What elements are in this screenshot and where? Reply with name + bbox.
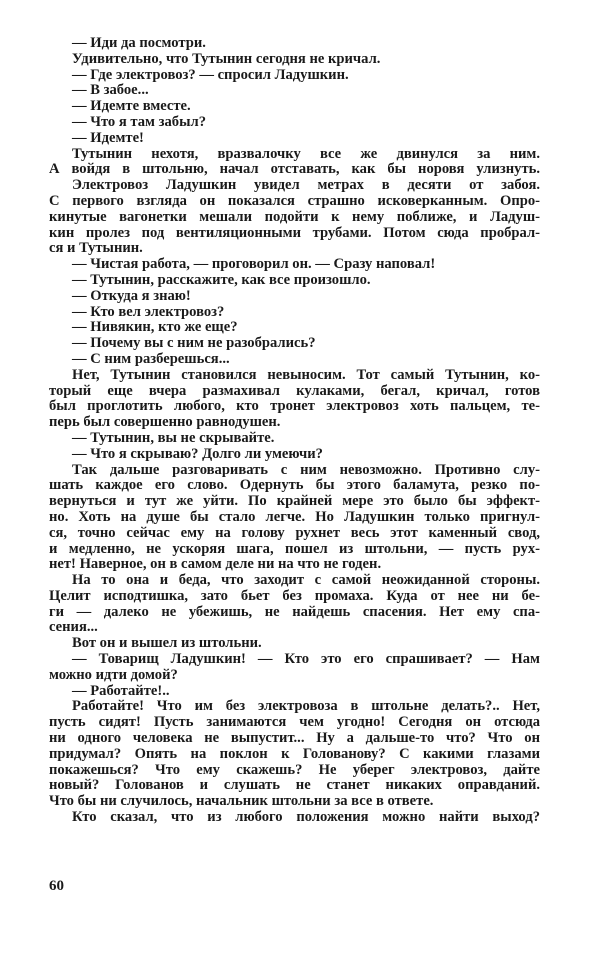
- text-line: Вот он и вышел из штольни.: [72, 635, 262, 652]
- text-line: С первого взгляда он показался страшно исковерканным. Опро-: [49, 192, 540, 209]
- book-page-text: [49, 36, 540, 826]
- text-line: — В забое...: [72, 82, 149, 99]
- text-line: кин пролез под вентиляционными трубами. Потом сюда пробрал-: [49, 224, 540, 241]
- text-line: ся и Тутынин.: [49, 240, 143, 257]
- text-line: можно идти домой?: [49, 666, 178, 683]
- text-line: — Что я там забыл?: [72, 113, 206, 130]
- text-line: нет! Наверное, он в самом деле ни на что не годен.: [49, 556, 382, 573]
- text-line: новый? Голованов и слушать не станет никаких оправданий.: [49, 777, 540, 794]
- text-line: — Кто вел электровоз?: [72, 303, 225, 320]
- text-line: но. Хоть на душе бы стало легче. Но Ладушкин только пригнул-: [49, 508, 540, 525]
- text-line: Тутынин нехотя, вразвалочку все же двинулся за ним.: [72, 145, 540, 162]
- text-line: — Где электровоз? — спросил Ладушкин.: [72, 66, 349, 83]
- text-line: — Идемте!: [72, 129, 144, 146]
- text-line: торый еще вчера размахивал кулаками, бегал, кричал, готов: [49, 382, 540, 399]
- page-number: 60: [49, 878, 64, 894]
- text-line: покажешься? Что ему скажешь? Не уберег электровоз, дайте: [49, 761, 540, 778]
- text-line: — Работайте!..: [72, 682, 170, 699]
- text-line: — Чистая работа, — проговорил он. — Сразу наповал!: [72, 256, 436, 273]
- text-line: — Иди да посмотри.: [72, 35, 206, 51]
- text-line: Целит исподтишка, зато бьет без промаха. Куда от нее ни бе-: [49, 587, 540, 604]
- text-line: Работайте! Что им без электровоза в штольне делать?.. Нет,: [72, 698, 540, 715]
- text-line: — Тутынин, вы не скрывайте.: [72, 429, 275, 446]
- text-line: Кто сказал, что из любого положения можно найти выход?: [72, 809, 540, 826]
- text-line: — Товарищ Ладушкин! — Кто это его спрашивает? — Нам: [72, 651, 540, 668]
- text-line: — Что я скрываю? Долго ли умеючи?: [72, 445, 323, 462]
- text-line: — Идемте вместе.: [72, 98, 191, 115]
- text-line: На то она и беда, что заходит с самой неожиданной стороны.: [72, 572, 540, 589]
- text-line: придумал? Опять на поклон к Голованову? С какими глазами: [49, 745, 540, 762]
- text-line: — Нивякин, кто же еще?: [72, 319, 238, 336]
- text-line: — Почему вы с ним не разобрались?: [72, 335, 316, 352]
- text-line: сения...: [49, 619, 98, 636]
- text-line: перь был совершенно равнодушен.: [49, 414, 281, 431]
- text-line: шать каждое его слово. Одернуть бы этого баламута, резко по-: [49, 477, 540, 494]
- text-line: Электровоз Ладушкин увидел метрах в десяти от забоя.: [72, 177, 540, 194]
- text-line: — С ним разберешься...: [72, 350, 230, 367]
- text-line: ги — далеко не убежишь, не найдешь спасения. Нет ему спа-: [49, 603, 540, 620]
- text-line: Так дальше разговаривать с ним невозможно. Противно слу-: [72, 461, 540, 478]
- text-line: пусть сидят! Пусть занимаются чем угодно! Сегодня он отсюда: [49, 714, 540, 731]
- text-line: — Тутынин, расскажите, как все произошло.: [72, 271, 371, 288]
- text-line: ся, точно сейчас ему на голову рухнет весь этот каменный свод,: [49, 524, 540, 541]
- text-line: был проглотить любого, кто тронет электровоз хоть пальцем, те-: [49, 398, 540, 415]
- text-line: Удивительно, что Тутынин сегодня не кричал.: [72, 50, 381, 67]
- text-line: А войдя в штольню, начал отставать, как бы норовя улизнуть.: [49, 161, 540, 178]
- text-line: — Откуда я знаю!: [72, 287, 191, 304]
- text-line: ни одного человека не выпустит... Ну а дальше-то что? Что он: [49, 730, 540, 747]
- text-line: вернуться и тут же уйти. По крайней мере это было бы эффект-: [49, 493, 540, 510]
- text-line: Нет, Тутынин становился невыносим. Тот самый Тутынин, ко-: [72, 366, 540, 383]
- text-line: и медленно, не ускоряя шага, пошел из штольни, — пусть рух-: [49, 540, 540, 557]
- text-line: Что бы ни случилось, начальник штольни за все в ответе.: [49, 793, 434, 810]
- text-line: кинутые вагонетки мешали подойти к нему поближе, и Ладуш-: [49, 208, 540, 225]
